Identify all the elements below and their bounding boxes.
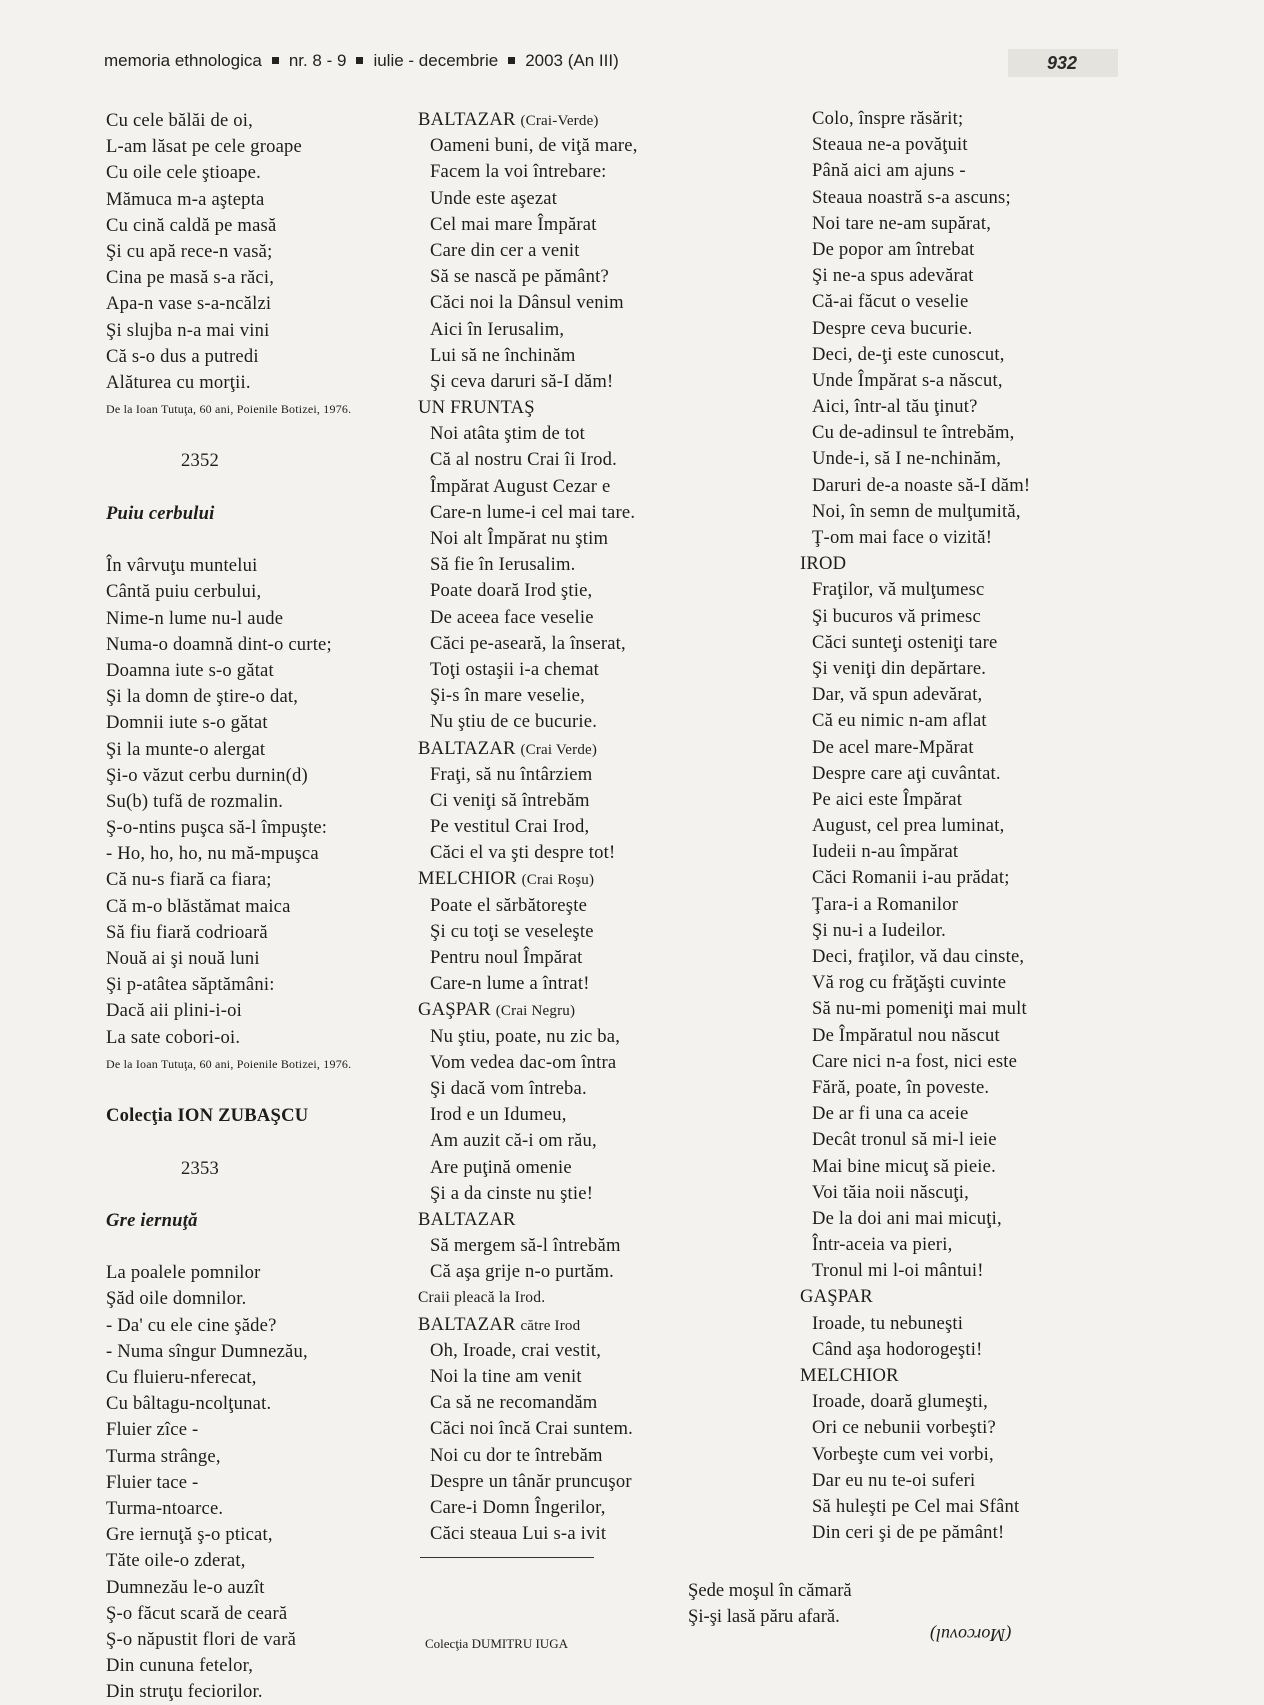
verse-line: Din struţu feciorilor. — [106, 1681, 263, 1703]
verse-line: - Da' cu ele cine şăde? — [106, 1314, 277, 1336]
verse-line: Şi-s în mare veselie, — [430, 685, 585, 707]
verse-line: Din ceri şi de pe pământ! — [812, 1522, 1005, 1544]
verse-line: Noi, în semn de mulţumită, — [812, 500, 1021, 522]
collection-credit: Colecţia DUMITRU IUGA — [425, 1636, 568, 1651]
verse-line: Ş-o-ntins puşca să-l împuşte: — [106, 817, 328, 839]
poem-number: 2352 — [181, 450, 219, 472]
verse-line: Căci steaua Lui s-a ivit — [430, 1523, 607, 1545]
speaker-name: MELCHIOR — [800, 1365, 899, 1386]
verse-line: Care-i Domn Îngerilor, — [430, 1496, 606, 1518]
speaker-line — [418, 997, 638, 1023]
verse-line: Să nu-mi pomeniţi mai mult — [812, 998, 1027, 1020]
verse-line: Turma-ntoarce. — [106, 1497, 224, 1519]
speaker-name: GAŞPAR — [418, 999, 491, 1021]
verse-line: Căci noi încă Crai suntem. — [430, 1418, 633, 1440]
verse-line: Vom vedea dac-om întra — [430, 1051, 617, 1073]
verse-line: Cu oile cele ştioape. — [106, 162, 261, 184]
verse-line: În vârvuţu muntelui — [106, 555, 258, 577]
verse-line: Deci, fraţilor, vă dau cinste, — [812, 946, 1025, 967]
verse-line: De la doi ani mai micuţi, — [812, 1207, 1002, 1229]
verse-line: Fără, poate, în poveste. — [812, 1076, 990, 1098]
verse-line: Noi cu dor te întrebăm — [430, 1444, 603, 1466]
speaker-name: BALTAZAR — [418, 1208, 516, 1230]
verse-line: L-am lăsat pe cele groape — [106, 136, 302, 158]
verse-line: Că eu nimic n-am aflat — [812, 710, 987, 732]
verse-line: Domnii iute s-o gătat — [106, 712, 268, 734]
speaker-name: BALTAZAR — [418, 737, 516, 759]
verse-line: Noi atâta ştim de tot — [430, 423, 585, 445]
verse-line: Noi alt Împărat nu ştim — [430, 528, 609, 549]
verse-line: Decât tronul să mi-l ieie — [812, 1129, 997, 1151]
riddle — [688, 1578, 852, 1630]
poem-ending — [106, 108, 351, 396]
verse-line: Cântă puiu cerbului, — [106, 581, 262, 603]
poem-number: 2353 — [181, 1157, 219, 1179]
verse-line: Aici în Ierusalim, — [430, 318, 565, 340]
verse-line: De popor am întrebat — [812, 238, 975, 260]
verse-line: Pe vestitul Crai Irod, — [430, 816, 590, 838]
issue-year: 2003 (An III) — [525, 51, 619, 70]
verse-line: Ţ-om mai face o vizită! — [812, 527, 993, 548]
verse-line: Toţi ostaşii i-a chemat — [430, 658, 600, 680]
verse-line: Alăturea cu morţii. — [106, 371, 251, 393]
verse-line: Şi dacă vom întreba. — [430, 1077, 587, 1099]
verse-line: Voi tăia noii născuţi, — [812, 1181, 969, 1203]
verse-line: Noi la tine am venit — [430, 1366, 582, 1387]
verse-line: Şi cu apă rece-n vasă; — [106, 240, 273, 262]
verse-line: Oh, Iroade, crai vestit, — [430, 1339, 602, 1361]
speaker-name: MELCHIOR — [418, 868, 517, 890]
source-note: De la Ioan Tutuţa, 60 ani, Poienile Botizei, 1976. — [106, 1056, 352, 1071]
verse-line: Steaua noastră s-a ascuns; — [812, 186, 1011, 208]
verse-line: Colo, înspre răsărit; — [812, 108, 964, 129]
verse-line: De acel mare-Mpărat — [812, 736, 974, 758]
verse-line: Poate doară Irod ştie, — [430, 580, 593, 602]
speaker-name: UN FRUNTAŞ — [418, 397, 535, 419]
verse-line: Şi p-atâtea săptămâni: — [106, 974, 275, 996]
verse-line: Turma strânge, — [106, 1445, 221, 1467]
verse-line: Cel mai mare Împărat — [430, 213, 597, 235]
verse-line: Doamna iute s-o gătat — [106, 659, 274, 681]
verse-block — [418, 1024, 638, 1207]
verse-line: - Numa sîngur Dumnezău, — [106, 1340, 308, 1362]
verse-line: Noi tare ne-am supărat, — [812, 212, 992, 234]
verse-line: Că s-o dus a putredi — [106, 345, 259, 367]
verse-line: Că nu-s fiară ca fiara; — [106, 869, 272, 891]
speaker-line — [418, 1312, 638, 1338]
verse-line: Numa-o doamnă dint-o curte; — [106, 633, 332, 655]
verse-line: Despre un tânăr pruncuşor — [430, 1470, 632, 1492]
issue-months: iulie - decembrie — [373, 51, 499, 70]
verse-line: Deci, de-ţi este cunoscut, — [812, 343, 1005, 365]
verse-line: Nime-n lume nu-l aude — [106, 607, 284, 629]
verse-line: Cu bâltagu-ncolţunat. — [106, 1393, 272, 1415]
separator-square-icon — [356, 57, 363, 64]
verse-line: Care din cer a venit — [430, 239, 580, 261]
speaker-name: IROD — [800, 553, 847, 575]
speaker-role: (Crai Roşu) — [521, 872, 595, 889]
separator-square-icon — [508, 57, 515, 64]
verse-line: Steaua ne-a povăţuit — [812, 134, 968, 156]
speaker-name: BALTAZAR — [418, 109, 516, 130]
verse-line: Su(b) tufă de rozmalin. — [106, 790, 284, 812]
speaker-name: GAŞPAR — [800, 1286, 873, 1308]
running-header — [104, 51, 619, 71]
verse-line: Şi-o văzut cerbu durnin(d) — [106, 764, 308, 786]
verse-line: Căci noi la Dânsul venim — [430, 292, 624, 314]
verse-line: Cu cină caldă pe masă — [106, 214, 277, 236]
verse-line: Aici, într-al tău ţinut? — [812, 396, 978, 418]
page-number: 932 — [1047, 53, 1078, 73]
verse-line: Şi-şi lasă păru afară. — [688, 1606, 840, 1628]
verse-line: Cu de-adinsul te întrebăm, — [812, 422, 1015, 444]
verse-line: De Împăratul nou născut — [812, 1024, 1000, 1046]
verse-line: Fraţi, să nu întârziem — [430, 763, 593, 785]
verse-line: Care nici n-a fost, nici este — [812, 1050, 1018, 1072]
verse-line: Cina pe masă s-a răci, — [106, 267, 275, 289]
verse-line: Poate el sărbătoreşte — [430, 894, 588, 916]
verse-block — [800, 1311, 1030, 1363]
verse-line: Când aşa hodorogeşti! — [812, 1338, 983, 1360]
verse-line: Apa-n vase s-a-ncălzi — [106, 293, 272, 315]
verse-line: Şi la domn de ştire-o dat, — [106, 686, 299, 708]
verse-line: Că al nostru Crai îi Irod. — [430, 449, 617, 471]
verse-line: Şi cu toţi se veseleşte — [430, 920, 594, 942]
verse-line: Cu cele bălăi de oi, — [106, 110, 254, 131]
source-note: De la Ioan Tutuţa, 60 ani, Poienile Botizei, 1976. — [106, 402, 352, 417]
verse-line: Care-n lume-i cel mai tare. — [430, 501, 636, 523]
verse-line: Vorbeşte cum vei vorbi, — [812, 1443, 994, 1465]
verse-line: La sate cobori-oi. — [106, 1026, 241, 1048]
verse-line: Are puţină omenie — [430, 1156, 572, 1178]
footnote-rule — [420, 1557, 594, 1558]
verse-line: Tronul mi l-oi mântui! — [812, 1260, 984, 1282]
verse-line: Am auzit că-i om rău, — [430, 1130, 597, 1152]
verse-line: Şi la munte-o alergat — [106, 738, 266, 760]
verse-line: Şede moşul în cămară — [688, 1580, 852, 1601]
verse-line: Care-n lume a întrat! — [430, 973, 590, 995]
verse-line: Căci pe-aseară, la înserat, — [430, 632, 626, 654]
verse-block — [418, 421, 638, 735]
verse-line: Şi slujba n-a mai vini — [106, 319, 270, 341]
verse-line: Şi nu-i a Iudeilor. — [812, 919, 946, 941]
verse-block — [800, 1389, 1030, 1546]
verse-line: Dar eu nu te-oi suferi — [812, 1469, 976, 1491]
verse-line: Să mergem să-l întrebăm — [430, 1235, 621, 1257]
verse-line: Pe aici este Împărat — [812, 788, 963, 810]
verse-line: Fluier zîce - — [106, 1419, 199, 1441]
separator-square-icon — [272, 57, 279, 64]
verse-block — [418, 893, 638, 998]
poem-text — [106, 553, 351, 1051]
speaker-role: către Irod — [520, 1317, 581, 1334]
verse-line: Să se nască pe pământ? — [430, 266, 609, 288]
verse-line: La poalele pomnilor — [106, 1262, 261, 1284]
verse-line: Fluier tace - — [106, 1471, 199, 1493]
stage-direction: Craii pleacă la Irod. — [418, 1289, 546, 1307]
verse-line: Din cununa fetelor, — [106, 1655, 254, 1677]
verse-line: Unde-i, să I ne-nchinăm, — [812, 448, 1002, 470]
verse-line: Împărat August Cezar e — [430, 475, 611, 497]
verse-line: Lui să ne închinăm — [430, 344, 576, 366]
verse-line: Ţara-i a Romanilor — [812, 893, 959, 915]
verse-line: Că m-o blăstămat maica — [106, 895, 291, 917]
speaker-line — [418, 107, 638, 133]
verse-line: Căci el va şti despre tot! — [430, 842, 616, 864]
verse-line: Iroade, doară glumeşti, — [812, 1391, 989, 1413]
verse-line: Şăd oile domnilor. — [106, 1288, 247, 1310]
speaker-line — [418, 866, 638, 892]
verse-line: Dar, vă spun adevărat, — [812, 684, 983, 706]
verse-line: Ca să ne recomandăm — [430, 1392, 598, 1414]
verse-line: Daruri de-a noaste să-I dăm! — [812, 474, 1031, 496]
verse-line: Şi ne-a spus adevărat — [812, 265, 974, 287]
verse-line: Vă rog cu frăţăşti cuvinte — [812, 972, 1007, 994]
riddle-answer-upside-down: (Morcovul) — [930, 1625, 1012, 1645]
verse-line: Căci Romanii i-au prădat; — [812, 867, 1010, 889]
speaker-role: (Crai Verde) — [520, 741, 598, 758]
collection-heading: Colecţia ION ZUBAŞCU — [106, 1105, 309, 1127]
verse-block — [418, 133, 638, 395]
verse-block — [800, 106, 1030, 551]
poem-text — [106, 1260, 351, 1705]
verse-line: Într-aceia va pieri, — [812, 1234, 953, 1256]
verse-line: August, cel prea luminat, — [812, 815, 1005, 837]
verse-line: Dacă aii plini-i-oi — [106, 1000, 242, 1022]
verse-line: Că aşa grije n-o purtăm. — [430, 1261, 614, 1283]
verse-line: Tăte oile-o zderat, — [106, 1550, 246, 1572]
speaker-name: BALTAZAR — [418, 1313, 516, 1335]
speaker-role: (Crai Negru) — [495, 1003, 576, 1020]
verse-line: Să fiu fiară codrioară — [106, 921, 268, 943]
verse-line: Ş-o făcut scară de ceară — [106, 1602, 288, 1624]
verse-block — [418, 1233, 638, 1285]
verse-line: Ş-o năpustit flori de vară — [106, 1628, 297, 1650]
verse-line: Şi veniţi din depărtare. — [812, 657, 987, 679]
speaker-line — [418, 736, 638, 762]
verse-line: Căci sunteţi osteniţi tare — [812, 631, 998, 653]
journal-name: memoria ethnologica — [104, 51, 262, 70]
verse-line: Nu ştiu, poate, nu zic ba, — [430, 1025, 621, 1047]
column-left — [106, 108, 351, 1705]
verse-line: Fraţilor, vă mulţumesc — [812, 579, 985, 601]
verse-line: Iudeii n-au împărat — [812, 841, 959, 863]
verse-line: Mămuca m-a aştepta — [106, 188, 265, 210]
verse-line: Ci veniţi să întrebăm — [430, 789, 590, 811]
verse-line: Ori ce nebunii vorbeşti? — [812, 1417, 996, 1439]
verse-line: Şi ceva daruri să-I dăm! — [430, 370, 614, 392]
issue-number: nr. 8 - 9 — [288, 51, 347, 70]
verse-line: Despre care aţi cuvântat. — [812, 762, 1001, 784]
verse-line: Mai bine micuţ să pieie. — [812, 1155, 996, 1177]
verse-block — [418, 1338, 638, 1548]
verse-line: Despre ceva bucurie. — [812, 317, 973, 339]
verse-line: Dumnezău le-o auzît — [106, 1576, 265, 1598]
verse-block — [418, 762, 638, 867]
verse-line: Şi bucuros vă primesc — [812, 605, 981, 627]
verse-line: Nouă ai şi nouă luni — [106, 948, 260, 969]
verse-line: Pentru noul Împărat — [430, 947, 583, 968]
column-right — [800, 106, 1030, 1546]
verse-line: Unde este aşezat — [430, 187, 558, 209]
verse-line: Facem la voi întrebare: — [430, 161, 607, 183]
verse-line: Oameni buni, de viţă mare, — [430, 135, 638, 157]
verse-line: Cu fluieru-nferecat, — [106, 1367, 257, 1388]
verse-line: Că-ai făcut o veselie — [812, 291, 969, 313]
column-middle — [418, 107, 638, 1547]
poem-title: Gre iernuţă — [106, 1209, 198, 1231]
verse-line: Gre iernuţă ş-o pticat, — [106, 1524, 273, 1546]
verse-line: Iroade, tu nebuneşti — [812, 1312, 964, 1334]
verse-line: - Ho, ho, ho, nu mă-mpuşca — [106, 843, 319, 865]
poem-title: Puiu cerbului — [106, 502, 215, 524]
verse-line: Să huleşti pe Cel mai Sfânt — [812, 1495, 1020, 1517]
verse-line: Să fie în Ierusalim. — [430, 554, 576, 576]
verse-line: Nu ştiu de ce bucurie. — [430, 711, 598, 733]
verse-line: Irod e un Idumeu, — [430, 1104, 567, 1126]
verse-block — [800, 577, 1030, 1284]
speaker-role: (Crai-Verde) — [520, 113, 599, 129]
verse-line: Şi a da cinste nu ştie! — [430, 1182, 594, 1204]
verse-line: Până aici am ajuns - — [812, 160, 966, 182]
verse-line: De ar fi una ca aceie — [812, 1103, 969, 1125]
verse-line: De aceea face veselie — [430, 606, 594, 628]
verse-line: Unde Împărat s-a născut, — [812, 369, 1003, 391]
